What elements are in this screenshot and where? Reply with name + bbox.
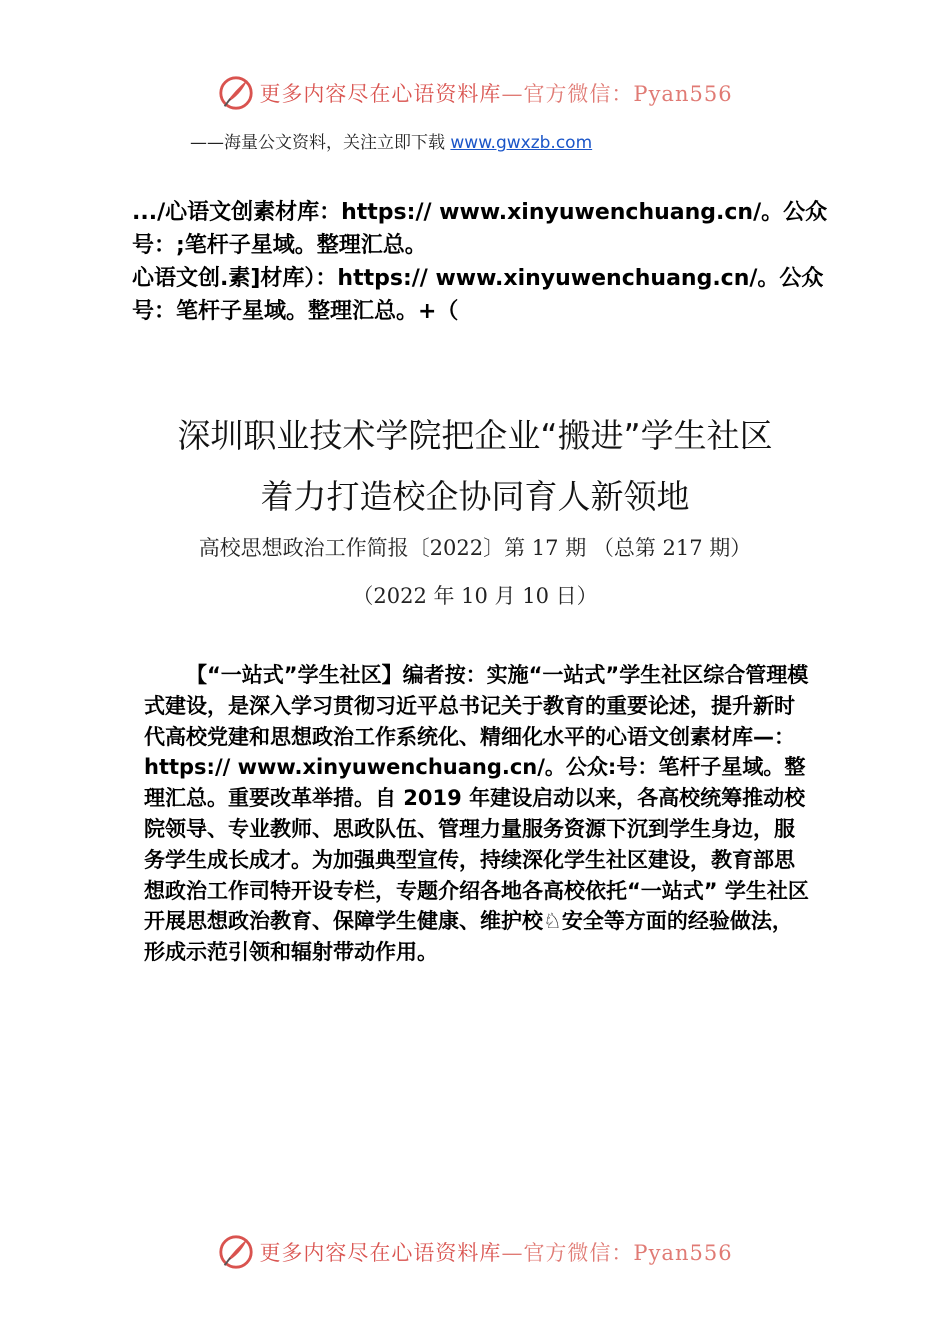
article-title-line-2: 着力打造校企协同育人新领地 [260, 477, 690, 516]
article-title-line-1: 深圳职业技术学院把企业“搬进”学生社区 [177, 416, 773, 455]
download-link[interactable]: www.gwxzb.com [450, 133, 593, 153]
quill-logo-icon [217, 1233, 255, 1271]
reference-block [132, 196, 832, 328]
footer-banner-contact: —官方微信：Pyan556 [501, 1241, 733, 1265]
issue-info: 高校思想政治工作简报〔2022〕第 17 期 （总第 217 期） [198, 536, 752, 560]
subline-text: ——海量公文资料，关注立即下载 [190, 133, 451, 153]
reference-line-1: .../心语文创素材库：https:// www.xinyuwenchuang.cn/。公众号：;笔杆子星域。整理汇总。 [132, 200, 828, 258]
reference-line-2: 心语文创.素]材库）：https:// www.xinyuwenchuang.cn/。公众号：笔杆子星域。整理汇总。+（ [132, 266, 824, 324]
header-banner [0, 73, 950, 113]
footer-banner-title: 更多内容尽在心语资料库 [259, 1241, 502, 1265]
banner-title: 更多内容尽在心语资料库 [259, 82, 502, 106]
issue-date: （2022 年 10 月 10 日） [352, 584, 598, 608]
download-subline [190, 128, 592, 153]
quill-logo-icon [217, 74, 255, 112]
editor-note-paragraph: 【“一站式”学生社区】编者按：实施“一站式”学生社区综合管理模式建设，是深入学习贯彻习近平总书记关于教育的重要论述，提升新时代高校党建和思想政治工作系统化、精细化水平的心语文创素材库—：https:// www.xinyuwenchuang.cn/。公众:号：笔杆子星域。整理汇总。重要改革举措。自 2019 年建设启动以来，各高校统筹推动校院领导、专业教师、思政队伍、管理力量服务资源下沉到学生身边，服务学生成长成才。为加强典型宣传，持续深化学生社区建设，教育部思想政治工作司特开设专栏，专题介绍各地各高校依托“一站式” 学生社区开展思想政治教育、保障学生健康、维护校♘安全等方面的经验做法，形成示范引领和辐射带动作用。 [144, 663, 809, 965]
banner-contact: —官方微信：Pyan556 [501, 82, 733, 106]
footer-banner [0, 1232, 950, 1272]
